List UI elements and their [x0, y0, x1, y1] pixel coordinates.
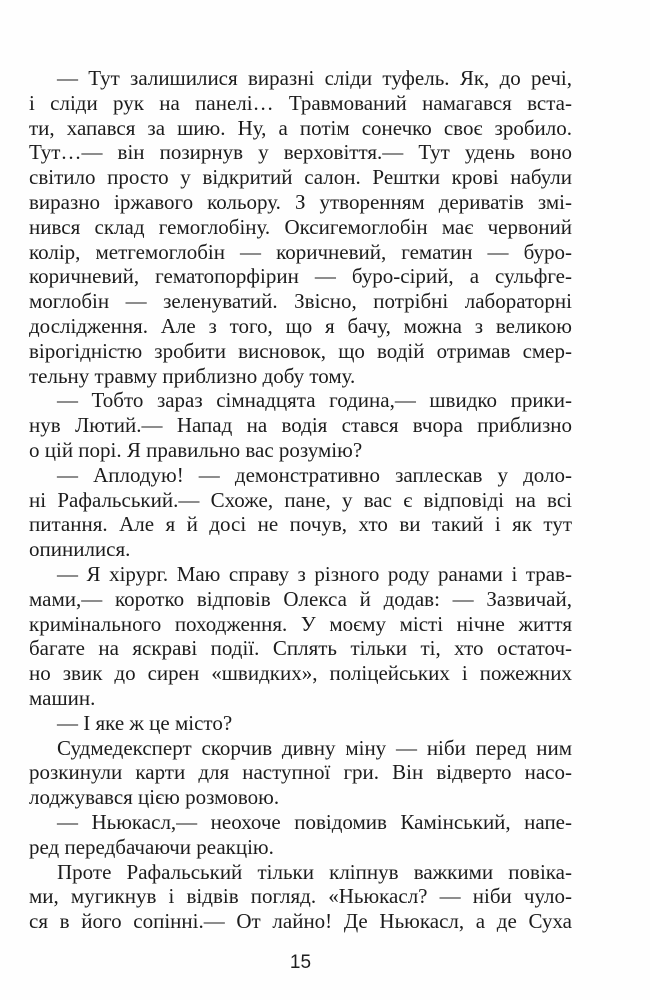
text-line: нув Лютий.— Напад на водія стався вчора приблизно — [29, 413, 572, 438]
text-line: розкинули карти для наступної гри. Він відверто насо- — [29, 760, 572, 785]
page-number: 15 — [289, 952, 312, 973]
text-line: Проте Рафальський тільки кліпнув важкими повіка- — [57, 859, 572, 884]
text-line: но звик до сирен «швидких», поліцейських і пожежних — [29, 661, 572, 686]
text-line: Судмедексперт скорчив дивну міну — ніби перед ним — [57, 735, 572, 760]
text-line: і сліди рук на панелі… Травмований намагався вста- — [29, 90, 572, 115]
text-line: ми, мугикнув і відвів погляд. «Ньюкасл? — ніби чуло- — [29, 884, 572, 909]
text-line: опинилися. — [29, 537, 131, 562]
text-line: — І яке ж це місто? — [57, 710, 233, 735]
text-line: тельну травму приблизно добу тому. — [29, 363, 356, 388]
text-line: дослідження. Але з того, що я бачу, можна з великою — [29, 313, 572, 338]
text-line: ред передбачаючи реакцію. — [29, 834, 274, 859]
text-line: світило просто у відкритий салон. Рештки крові набули — [29, 165, 572, 190]
text-line: нився склад гемоглобіну. Оксигемоглобін має червоний — [29, 214, 572, 239]
text-line: ся в його сопінні.— От лайно! Де Ньюкасл, а де Суха — [29, 909, 572, 934]
text-line: о цій порі. Я правильно вас розумію? — [29, 437, 363, 462]
text-line: — Я хірург. Маю справу з різного роду ранами і трав- — [57, 561, 572, 586]
text-line: — Ньюкасл,— неохоче повідомив Камінський, напе- — [57, 809, 572, 834]
text-line: вірогідністю зробити висновок, що водій отримав смер- — [29, 338, 572, 363]
text-line: машин. — [29, 685, 96, 710]
text-line: Тут…— він позирнув у верховіття.— Тут удень воно — [29, 140, 572, 165]
text-line: — Тобто зараз сімнадцята година,— швидко прики- — [57, 388, 572, 413]
text-line: ти, хапався за шию. Ну, а потім сонечко своє зробило. — [29, 115, 572, 140]
text-line: багате на яскраві події. Сплять тільки ті, хто остаточ- — [29, 636, 572, 661]
text-line: лоджувався цією розмовою. — [29, 785, 280, 810]
text-line: — Тут залишилися виразні сліди туфель. Як, до речі, — [57, 66, 572, 90]
text-line: — Аплодую! — демонстративно заплескав у доло- — [57, 462, 572, 487]
text-line: колір, метгемоглобін — коричневий, гематин — буро- — [29, 239, 572, 264]
text-line: виразно іржавого кольору. З утворенням дериватів змі- — [29, 189, 572, 214]
text-line: ні Рафальський.— Схоже, пане, у вас є відповіді на всі — [29, 487, 572, 512]
body-text — [29, 66, 572, 934]
text-line: коричневий, гематопорфірин — буро-сірий, а сульфге- — [29, 264, 572, 289]
text-line: моглобін — зеленуватий. Звісно, потрібні лабораторні — [29, 289, 572, 314]
text-line: мами,— коротко відповів Олекса й додав: — Зазвичай, — [29, 586, 572, 611]
text-line: кримінального походження. У моєму місті нічне життя — [29, 611, 572, 636]
text-line: питання. Але я й досі не почув, хто ви такий і як тут — [29, 512, 572, 537]
